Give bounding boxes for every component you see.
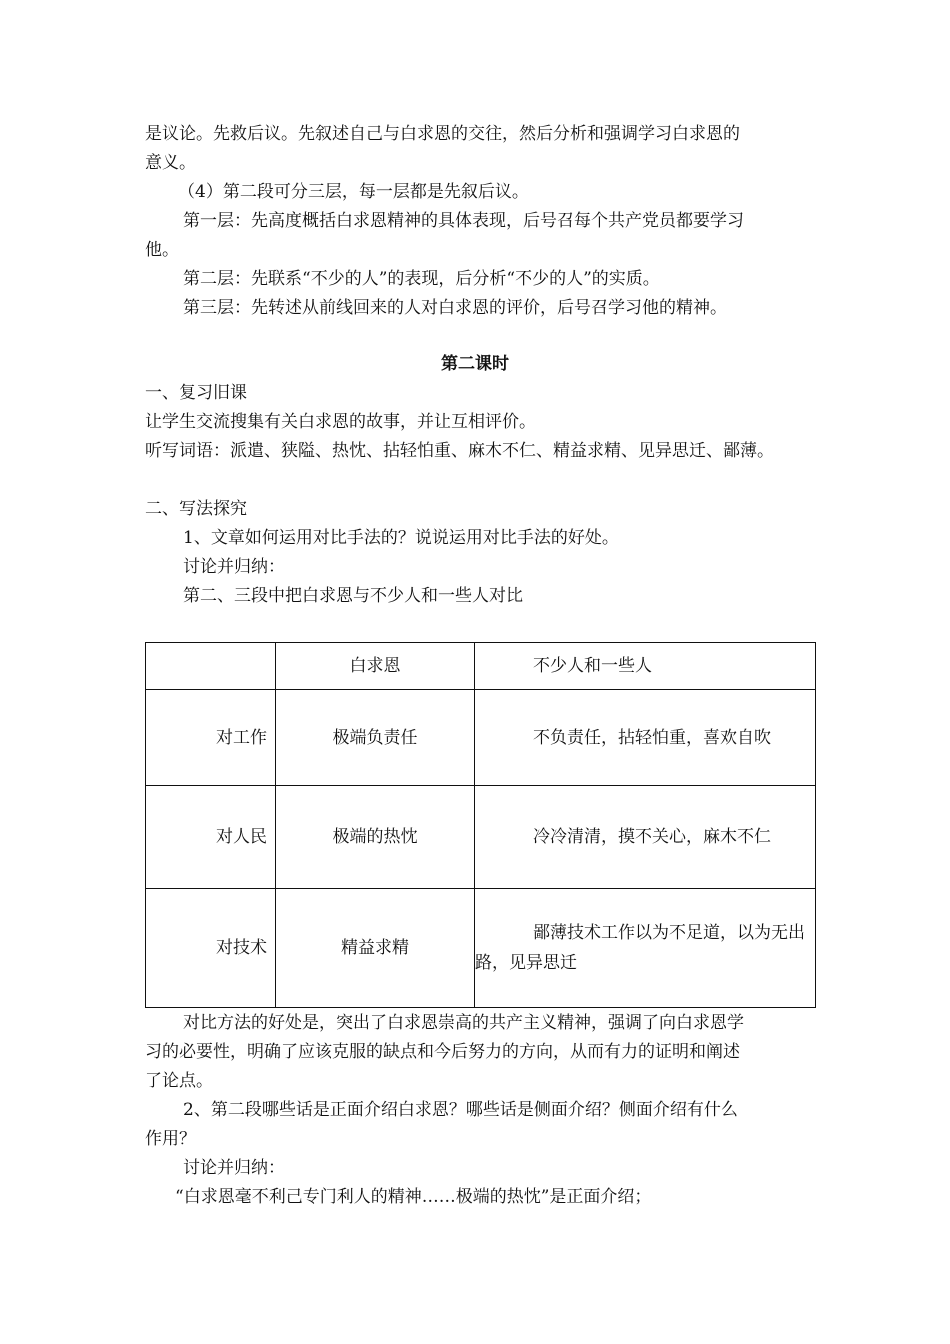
table-cell bbox=[475, 786, 816, 889]
discuss-label: 讨论并归纳： bbox=[183, 557, 285, 577]
comparison-table bbox=[145, 642, 816, 1008]
paragraph-line: 作用？ bbox=[145, 1129, 196, 1149]
table-cell: 精益求精 bbox=[276, 889, 475, 1008]
paragraph-line: 第二层：先联系“不少的人”的表现，后分析“不少的人”的实质。 bbox=[183, 269, 660, 289]
section-title: 第二课时 bbox=[441, 354, 509, 374]
review-line: 让学生交流搜集有关白求恩的故事，并让互相评价。 bbox=[145, 412, 536, 432]
table-cell-text: 冷冷清清，摸不关心，麻木不仁 bbox=[533, 827, 771, 847]
table-header-row bbox=[146, 643, 816, 690]
table-cell-text: 鄙薄技术工作以为不足道，以为无出路，见异思迁 bbox=[475, 923, 805, 973]
paragraph-line: 习的必要性，明确了应该克服的缺点和今后努力的方向，从而有力的证明和阐述 bbox=[145, 1042, 740, 1062]
table-row bbox=[146, 690, 816, 786]
paragraph-line: 了论点。 bbox=[145, 1071, 213, 1091]
paragraph-line: 是议论。先救后议。先叙述自己与白求恩的交往，然后分析和强调学习白求恩的 bbox=[145, 124, 740, 144]
paragraph-line: 他。 bbox=[145, 240, 179, 260]
table-cell: 对人民 bbox=[146, 786, 276, 889]
table-cell: 极端的热忱 bbox=[276, 786, 475, 889]
paragraph-line: 意义。 bbox=[145, 153, 196, 173]
dictation-line: 听写词语：派遣、狭隘、热忱、拈轻怕重、麻木不仁、精益求精、见异思迁、鄙薄。 bbox=[145, 441, 774, 461]
intro-line: 第二、三段中把白求恩与不少人和一些人对比 bbox=[183, 586, 523, 606]
review-heading: 一、复习旧课 bbox=[145, 383, 247, 403]
paragraph-line: 第三层：先转述从前线回来的人对白求恩的评价，后号召学习他的精神。 bbox=[183, 298, 727, 318]
discuss-label: 讨论并归纳： bbox=[183, 1158, 285, 1178]
table-row bbox=[146, 889, 816, 1008]
question-line: 2、第二段哪些话是正面介绍白求恩？哪些话是侧面介绍？侧面介绍有什么 bbox=[183, 1100, 738, 1120]
table-header-cell: 白求恩 bbox=[276, 643, 475, 690]
table-cell: 对技术 bbox=[146, 889, 276, 1008]
paragraph-line: “白求恩毫不利己专门利人的精神……极端的热忱”是正面介绍； bbox=[175, 1187, 652, 1207]
table-cell bbox=[475, 690, 816, 786]
paragraph-line: 对比方法的好处是，突出了白求恩崇高的共产主义精神，强调了向白求恩学 bbox=[183, 1013, 744, 1033]
table-cell: 极端负责任 bbox=[276, 690, 475, 786]
table-cell bbox=[475, 889, 816, 1008]
table-header-text: 不少人和一些人 bbox=[533, 656, 652, 676]
paragraph-line: 第一层：先高度概括白求恩精神的具体表现，后号召每个共产党员都要学习 bbox=[183, 211, 744, 231]
table-row bbox=[146, 786, 816, 889]
table-header-cell bbox=[146, 643, 276, 690]
table-cell-text: 不负责任，拈轻怕重，喜欢自吹 bbox=[533, 727, 771, 748]
question-line: 1、文章如何运用对比手法的？说说运用对比手法的好处。 bbox=[183, 528, 619, 548]
paragraph-line: （4）第二段可分三层，每一层都是先叙后议。 bbox=[178, 182, 529, 202]
writing-heading: 二、写法探究 bbox=[145, 499, 247, 519]
table-cell: 对工作 bbox=[146, 690, 276, 786]
table-header-cell bbox=[475, 643, 816, 690]
